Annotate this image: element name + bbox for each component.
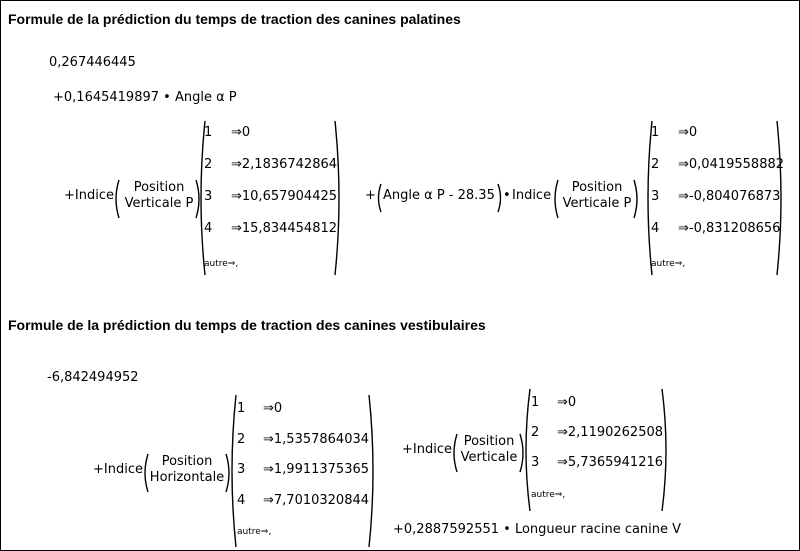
case-4-value: ⇒-0,831208656 — [678, 221, 781, 236]
case-4-value: ⇒15,834454812 — [231, 221, 338, 236]
case-3-value: ⇒-0,804076873 — [678, 189, 781, 204]
indice-prefix: +Indice — [402, 442, 452, 457]
case-2-value: ⇒2,1836742864 — [231, 157, 338, 172]
case-4-value: ⇒7,7010320844 — [263, 493, 370, 508]
variable-position-verticale: Position Verticale — [460, 434, 518, 465]
case-1-value: ⇒0 — [557, 395, 577, 410]
case-1-number: 1 — [204, 125, 213, 140]
indice-prefix: +Indice — [93, 462, 143, 477]
case-1-value: ⇒0 — [678, 125, 698, 140]
multiply-bullet: • — [163, 90, 171, 105]
case-1-number: 1 — [651, 125, 660, 140]
length-variable: Longueur racine canine V — [514, 522, 682, 537]
indice-prefix: +Indice — [64, 188, 114, 203]
variable-position-horizontale: Position Horizontale — [149, 454, 225, 485]
case-3-value: ⇒10,657904425 — [231, 189, 338, 204]
intercept-palatine: 0,267446445 — [49, 55, 136, 70]
case-3-number: 3 — [237, 462, 246, 477]
variable-position-verticale-p: Position Verticale P — [124, 180, 194, 211]
case-other: autre⇒, — [237, 527, 272, 537]
case-1-value: ⇒0 — [231, 125, 251, 140]
case-2-number: 2 — [651, 157, 660, 172]
interaction-plus: + — [365, 188, 376, 203]
angle-term — [53, 90, 237, 105]
case-2-value: ⇒1,5357864034 — [263, 432, 370, 447]
case-right-paren — [661, 388, 671, 512]
case-right-paren — [368, 394, 378, 548]
small-left-paren — [112, 179, 120, 219]
multiply-bullet: • — [503, 188, 511, 203]
case-right-paren — [334, 120, 344, 276]
indice-prefix: Indice — [512, 188, 552, 203]
intercept-vestibulaire: -6,842494952 — [47, 370, 139, 385]
angle-coefficient: +0,1645419897 — [53, 90, 160, 105]
section-1-title: Formule de la prédiction du temps de traction des canines palatines — [8, 11, 461, 27]
expr-left-paren — [375, 183, 382, 213]
case-2-number: 2 — [204, 157, 213, 172]
case-3-value: ⇒5,7365941216 — [557, 455, 664, 470]
case-3-number: 3 — [204, 189, 213, 204]
case-1-number: 1 — [237, 401, 246, 416]
case-4-number: 4 — [204, 221, 213, 236]
small-right-paren — [633, 179, 641, 219]
case-4-number: 4 — [237, 493, 246, 508]
case-3-number: 3 — [651, 189, 660, 204]
length-coefficient: +0,2887592551 — [393, 522, 500, 537]
interaction-expression: Angle α P - 28.35 — [383, 188, 495, 203]
case-2-number: 2 — [531, 425, 540, 440]
small-left-paren — [551, 179, 559, 219]
case-3-value: ⇒1,9911375365 — [263, 462, 370, 477]
case-left-paren — [227, 394, 237, 548]
case-2-value: ⇒2,1190262508 — [557, 425, 664, 440]
case-1-value: ⇒0 — [263, 401, 283, 416]
case-2-number: 2 — [237, 432, 246, 447]
case-other: autre⇒, — [204, 259, 239, 269]
case-3-number: 3 — [531, 455, 540, 470]
multiply-bullet: • — [503, 522, 511, 537]
case-4-number: 4 — [651, 221, 660, 236]
length-term — [393, 522, 681, 537]
case-2-value: ⇒0,0419558882 — [678, 157, 785, 172]
case-right-paren — [776, 120, 786, 276]
angle-variable: Angle α P — [174, 90, 237, 105]
case-left-paren — [521, 388, 531, 512]
section-2-title: Formule de la prédiction du temps de traction des canines vestibulaires — [8, 317, 486, 333]
case-other: autre⇒, — [531, 490, 566, 500]
case-other: autre⇒, — [651, 259, 686, 269]
case-1-number: 1 — [531, 395, 540, 410]
variable-position-verticale-p: Position Verticale P — [562, 180, 632, 211]
